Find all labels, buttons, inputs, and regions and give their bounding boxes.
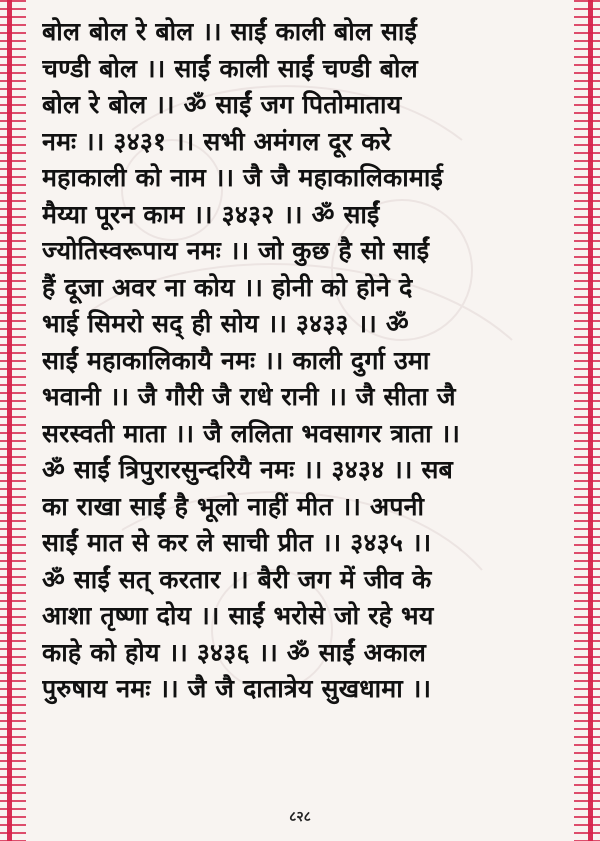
text-line: भाई सिमरो सद् ही सोय ।। ३४३३ ।। ॐ bbox=[42, 309, 409, 338]
text-line: का राखा साईं है भूलो नाहीं मीत ।। अपनी bbox=[42, 491, 425, 521]
right-decorative-border bbox=[574, 0, 600, 841]
page-text bbox=[42, 14, 558, 708]
text-line: पुरुषाय नमः ।। जै जै दातात्रेय सुखधामा ।। bbox=[42, 674, 432, 703]
text-line: साईं मात से कर ले साची प्रीत ।। ३४३५ ।। bbox=[42, 528, 432, 557]
page-number: ८२८ bbox=[289, 809, 311, 825]
text-line: चण्डी बोल ।। साईं काली साईं चण्डी बोल bbox=[42, 53, 418, 83]
text-line: आशा तृष्णा दोय ।। साईं भरोसे जो रहे भय bbox=[42, 601, 434, 630]
text-line: भवानी ।। जै गौरी जै राधे रानी ।। जै सीता जै bbox=[42, 382, 456, 411]
text-line: महाकाली को नाम ।। जै जै महाकालिकामाई bbox=[42, 163, 444, 192]
text-line: नमः ।। ३४३१ ।। सभी अमंगल दूर करे bbox=[42, 126, 392, 156]
left-decorative-border bbox=[0, 0, 26, 841]
text-line: साईं महाकालिकायै नमः ।। काली दुर्गा उमा bbox=[42, 345, 430, 375]
text-line: हैं दूजा अवर ना कोय ।। होनी को होने दे bbox=[42, 272, 413, 302]
text-line: ॐ साईं त्रिपुरारसुन्दरियै नमः ।। ३४३४ ।। सब bbox=[42, 455, 454, 484]
text-line: ॐ साईं सत् करतार ।। बैरी जग में जीव के bbox=[42, 564, 432, 594]
text-line: ज्योतिस्वरूपाय नमः ।। जो कुछ है सो साईं bbox=[42, 236, 430, 265]
text-line: सरस्वती माता ।। जै ललिता भवसागर त्राता ।। bbox=[42, 418, 461, 448]
text-line: बोल बोल रे बोल ।। साईं काली बोल साईं bbox=[42, 17, 418, 46]
text-line: बोल रे बोल ।। ॐ साईं जग पितोमाताय bbox=[42, 90, 402, 119]
text-line: काहे को होय ।। ३४३६ ।। ॐ साईं अकाल bbox=[42, 637, 426, 667]
text-line: मैय्या पूरन काम ।। ३४३२ ।। ॐ साईं bbox=[42, 199, 380, 229]
